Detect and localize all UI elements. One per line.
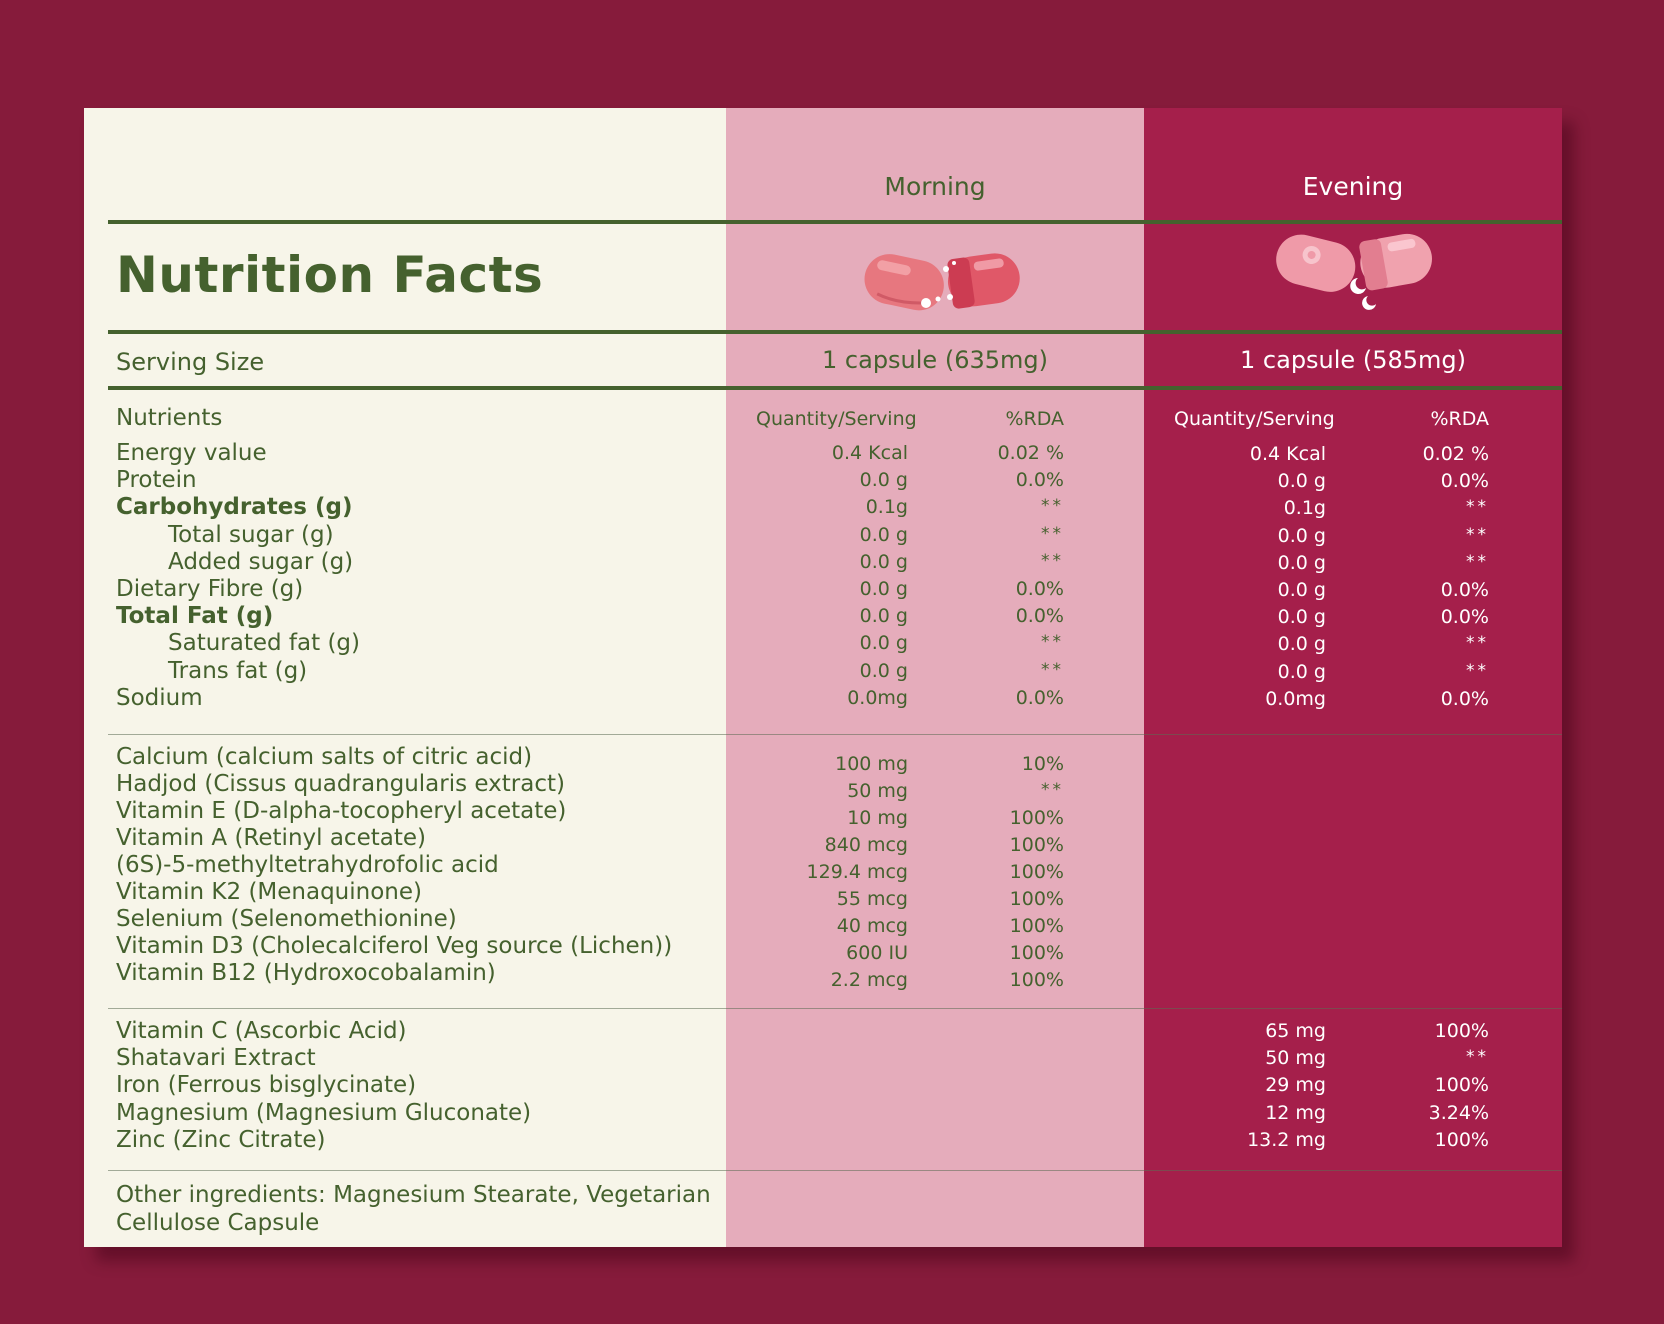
morning-rda: 0.02 %	[997, 442, 1064, 464]
morning-quantity: 0.4 Kcal	[831, 442, 908, 464]
evening-quantity: 0.0 g	[1277, 579, 1326, 601]
morning-rda: 100%	[1009, 969, 1064, 991]
evening-rda: **	[1466, 633, 1489, 654]
evening-quantity: 0.0 g	[1277, 524, 1326, 547]
evening-quantity: 0.0 g	[1277, 551, 1326, 574]
evening-rda: 100%	[1434, 1128, 1489, 1151]
nutrient-name: Magnesium (Magnesium Gluconate)	[116, 1099, 532, 1126]
morning-rda: **	[1041, 632, 1064, 653]
morning-quantity: 10 mg	[847, 807, 908, 829]
morning-rda: 100%	[1009, 861, 1064, 883]
morning-quantity: 55 mcg	[836, 888, 908, 910]
evening-quantity: 0.4 Kcal	[1249, 443, 1326, 465]
morning-quantity: 0.0 g	[859, 632, 908, 655]
section-divider	[108, 734, 1562, 735]
nutrition-facts-panel	[84, 108, 1562, 1247]
evening-header: Evening	[1302, 172, 1404, 201]
morning-quantity-heading: Quantity/Serving	[756, 408, 917, 430]
evening-rda: **	[1466, 497, 1489, 518]
nutrient-name: Energy value	[116, 440, 267, 466]
serving-divider	[108, 386, 1562, 390]
morning-rda: **	[1041, 523, 1064, 544]
serving-size-label: Serving Size	[116, 348, 265, 376]
nutrient-name: Protein	[116, 467, 197, 494]
evening-quantity: 0.0 g	[1277, 606, 1326, 629]
nutrient-name: Trans fat (g)	[168, 657, 308, 684]
morning-quantity: 129.4 mcg	[806, 861, 908, 883]
evening-rda: 0.0%	[1440, 579, 1489, 601]
morning-quantity: 50 mg	[847, 780, 908, 802]
evening-quantity: 29 mg	[1265, 1074, 1326, 1097]
morning-quantity: 0.0 g	[859, 578, 908, 600]
nutrient-name: Vitamin K2 (Menaquinone)	[116, 879, 422, 905]
nutrient-name: Shatavari Extract	[116, 1045, 316, 1072]
evening-rda: 3.24%	[1428, 1101, 1489, 1124]
nutrient-name: Vitamin A (Retinyl acetate)	[116, 825, 426, 851]
nutrient-name: Vitamin D3 (Cholecalciferol Veg source (Lichen))	[116, 933, 673, 959]
evening-rda: 0.02 %	[1422, 443, 1489, 465]
morning-rda-heading: %RDA	[1005, 408, 1064, 430]
other-ingredients-line1: Other ingredients: Magnesium Stearate, Vegetarian	[116, 1182, 711, 1208]
evening-quantity: 0.0 g	[1277, 633, 1326, 656]
morning-rda: 10%	[1021, 753, 1064, 775]
evening-rda: **	[1466, 660, 1489, 681]
evening-quantity: 65 mg	[1265, 1020, 1326, 1042]
capsule-moon-icon	[1270, 226, 1440, 310]
morning-rda: 100%	[1009, 888, 1064, 910]
nutrient-name: Zinc (Zinc Citrate)	[116, 1126, 326, 1153]
morning-rda: 0.0%	[1015, 686, 1064, 709]
nutrient-name: (6S)-5-methyltetrahydrofolic acid	[116, 852, 499, 878]
nutrient-name: Added sugar (g)	[168, 548, 354, 575]
title-divider	[108, 330, 1562, 334]
evening-rda: **	[1466, 551, 1489, 572]
morning-quantity: 0.0 g	[859, 605, 908, 628]
evening-quantity-heading: Quantity/Serving	[1174, 408, 1335, 430]
morning-quantity: 2.2 mcg	[830, 969, 908, 991]
section-divider	[108, 1008, 1562, 1009]
nutrient-name: Carbohydrates (g)	[116, 494, 353, 521]
morning-quantity: 100 mg	[835, 753, 908, 775]
morning-rda: 0.0%	[1015, 469, 1064, 492]
evening-quantity: 50 mg	[1265, 1047, 1326, 1070]
morning-rda: **	[1041, 496, 1064, 517]
section-divider	[108, 1170, 1562, 1171]
morning-rda: 100%	[1009, 834, 1064, 856]
morning-rda: 0.0%	[1015, 578, 1064, 600]
evening-rda: 100%	[1434, 1074, 1489, 1097]
morning-rda: 0.0%	[1015, 605, 1064, 628]
morning-quantity: 600 IU	[846, 942, 908, 964]
morning-quantity: 0.0mg	[847, 686, 908, 709]
capsule-sparkle-icon	[858, 243, 1028, 323]
nutrient-name: Vitamin E (D-alpha-tocopheryl acetate)	[116, 798, 567, 824]
morning-quantity: 840 mcg	[824, 834, 908, 856]
nutrient-name: Saturated fat (g)	[168, 630, 360, 657]
evening-quantity: 0.0 g	[1277, 660, 1326, 683]
evening-quantity: 13.2 mg	[1247, 1128, 1326, 1151]
nutrient-name: Total Fat (g)	[116, 603, 274, 630]
morning-rda: **	[1041, 780, 1064, 800]
evening-rda: **	[1466, 524, 1489, 545]
nutrient-name: Selenium (Selenomethionine)	[116, 906, 457, 932]
morning-rda: **	[1041, 659, 1064, 680]
evening-quantity: 0.0 g	[1277, 470, 1326, 493]
evening-rda: **	[1466, 1047, 1489, 1068]
nutrient-name: Total sugar (g)	[168, 521, 334, 548]
morning-quantity: 0.1g	[865, 496, 908, 519]
evening-rda: 0.0%	[1440, 606, 1489, 629]
morning-rda: 100%	[1009, 915, 1064, 937]
morning-rda: **	[1041, 550, 1064, 571]
nutrient-name: Vitamin B12 (Hydroxocobalamin)	[116, 960, 496, 986]
evening-rda: 0.0%	[1440, 687, 1489, 710]
nutrient-name: Calcium (calcium salts of citric acid)	[116, 744, 533, 770]
evening-quantity: 12 mg	[1265, 1101, 1326, 1124]
nutrient-name: Hadjod (Cissus quadrangularis extract)	[116, 771, 565, 797]
nutrients-heading: Nutrients	[116, 405, 223, 431]
page-title: Nutrition Facts	[116, 246, 544, 304]
header-divider	[108, 220, 1562, 224]
evening-rda-heading: %RDA	[1430, 408, 1489, 430]
nutrient-name: Dietary Fibre (g)	[116, 576, 304, 602]
evening-serving: 1 capsule (585mg)	[1240, 346, 1466, 374]
morning-quantity: 0.0 g	[859, 523, 908, 546]
nutrient-name: Vitamin C (Ascorbic Acid)	[116, 1018, 407, 1044]
morning-quantity: 40 mcg	[836, 915, 908, 937]
nutrient-name: Sodium	[116, 684, 203, 711]
evening-rda: 100%	[1434, 1020, 1489, 1042]
morning-rda: 100%	[1009, 807, 1064, 829]
morning-quantity: 0.0 g	[859, 659, 908, 682]
nutrient-name: Iron (Ferrous bisglycinate)	[116, 1072, 417, 1099]
other-ingredients-line2: Cellulose Capsule	[116, 1210, 320, 1236]
morning-header: Morning	[884, 172, 986, 201]
morning-quantity: 0.0 g	[859, 550, 908, 573]
morning-serving: 1 capsule (635mg)	[822, 346, 1048, 374]
morning-rda: 100%	[1009, 942, 1064, 964]
morning-quantity: 0.0 g	[859, 469, 908, 492]
evening-rda: 0.0%	[1440, 470, 1489, 493]
evening-quantity: 0.0mg	[1265, 687, 1326, 710]
evening-quantity: 0.1g	[1283, 497, 1326, 520]
